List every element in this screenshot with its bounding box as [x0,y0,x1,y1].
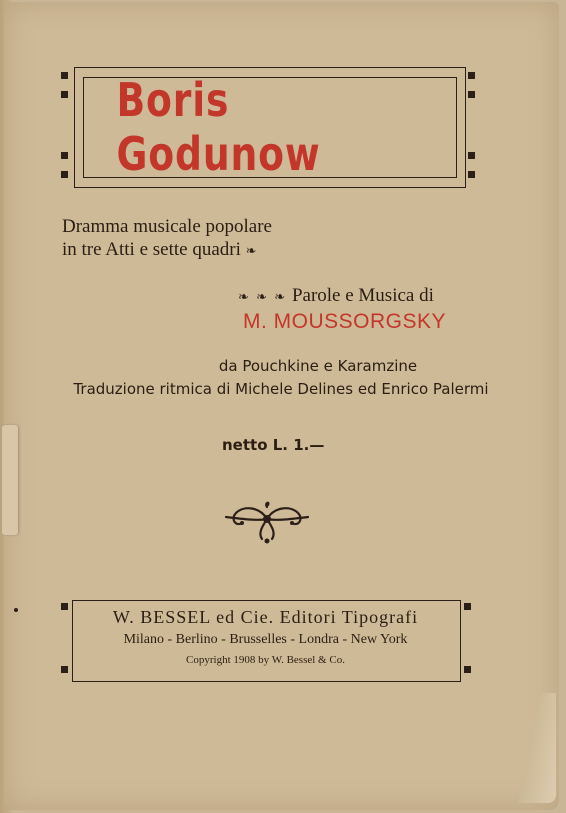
frame-square-icon [468,72,475,79]
credit-line [238,285,434,307]
credit-label: Parole e Musica di [291,285,434,306]
subtitle-line-2-text: in tre Atti e sette quadri [62,239,241,260]
composer-name: M. MOUSSORGSKY [243,310,447,333]
publisher-name: W. BESSEL ed Cie. Editori Tipografi [112,607,419,627]
source-line-2: Traduzione ritmica di Michele Delines ed Enrico Palermi [73,380,489,398]
frame-square-icon [61,666,68,673]
price-label: netto L. 1.— [222,436,325,454]
frame-square-icon [61,152,68,159]
frame-square-icon [61,91,68,98]
torn-edge [2,425,18,535]
frame-square-icon [468,91,475,98]
subtitle-line-1: Dramma musicale popolare [62,216,272,237]
fleuron-icon: ❧ [245,243,259,258]
subtitle-line-2 [62,239,259,261]
floral-ornament-icon [222,497,312,545]
copyright-line: Copyright 1908 by W. Bessel & Co. [186,654,345,666]
frame-square-icon [61,603,68,610]
frame-square-icon [464,603,471,610]
source-line-1: da Pouchkine e Karamzine [218,357,418,375]
ink-speck [14,608,18,612]
fleuron-icon: ❧ ❧ ❧ [238,289,288,304]
frame-square-icon [61,171,68,178]
frame-square-icon [468,152,475,159]
cover-title: Boris Godunow [116,72,321,181]
publisher-cities: Milano - Berlino - Brusselles - Londra - New York [123,632,408,647]
frame-square-icon [61,72,68,79]
frame-square-icon [468,171,475,178]
frame-square-icon [464,666,471,673]
